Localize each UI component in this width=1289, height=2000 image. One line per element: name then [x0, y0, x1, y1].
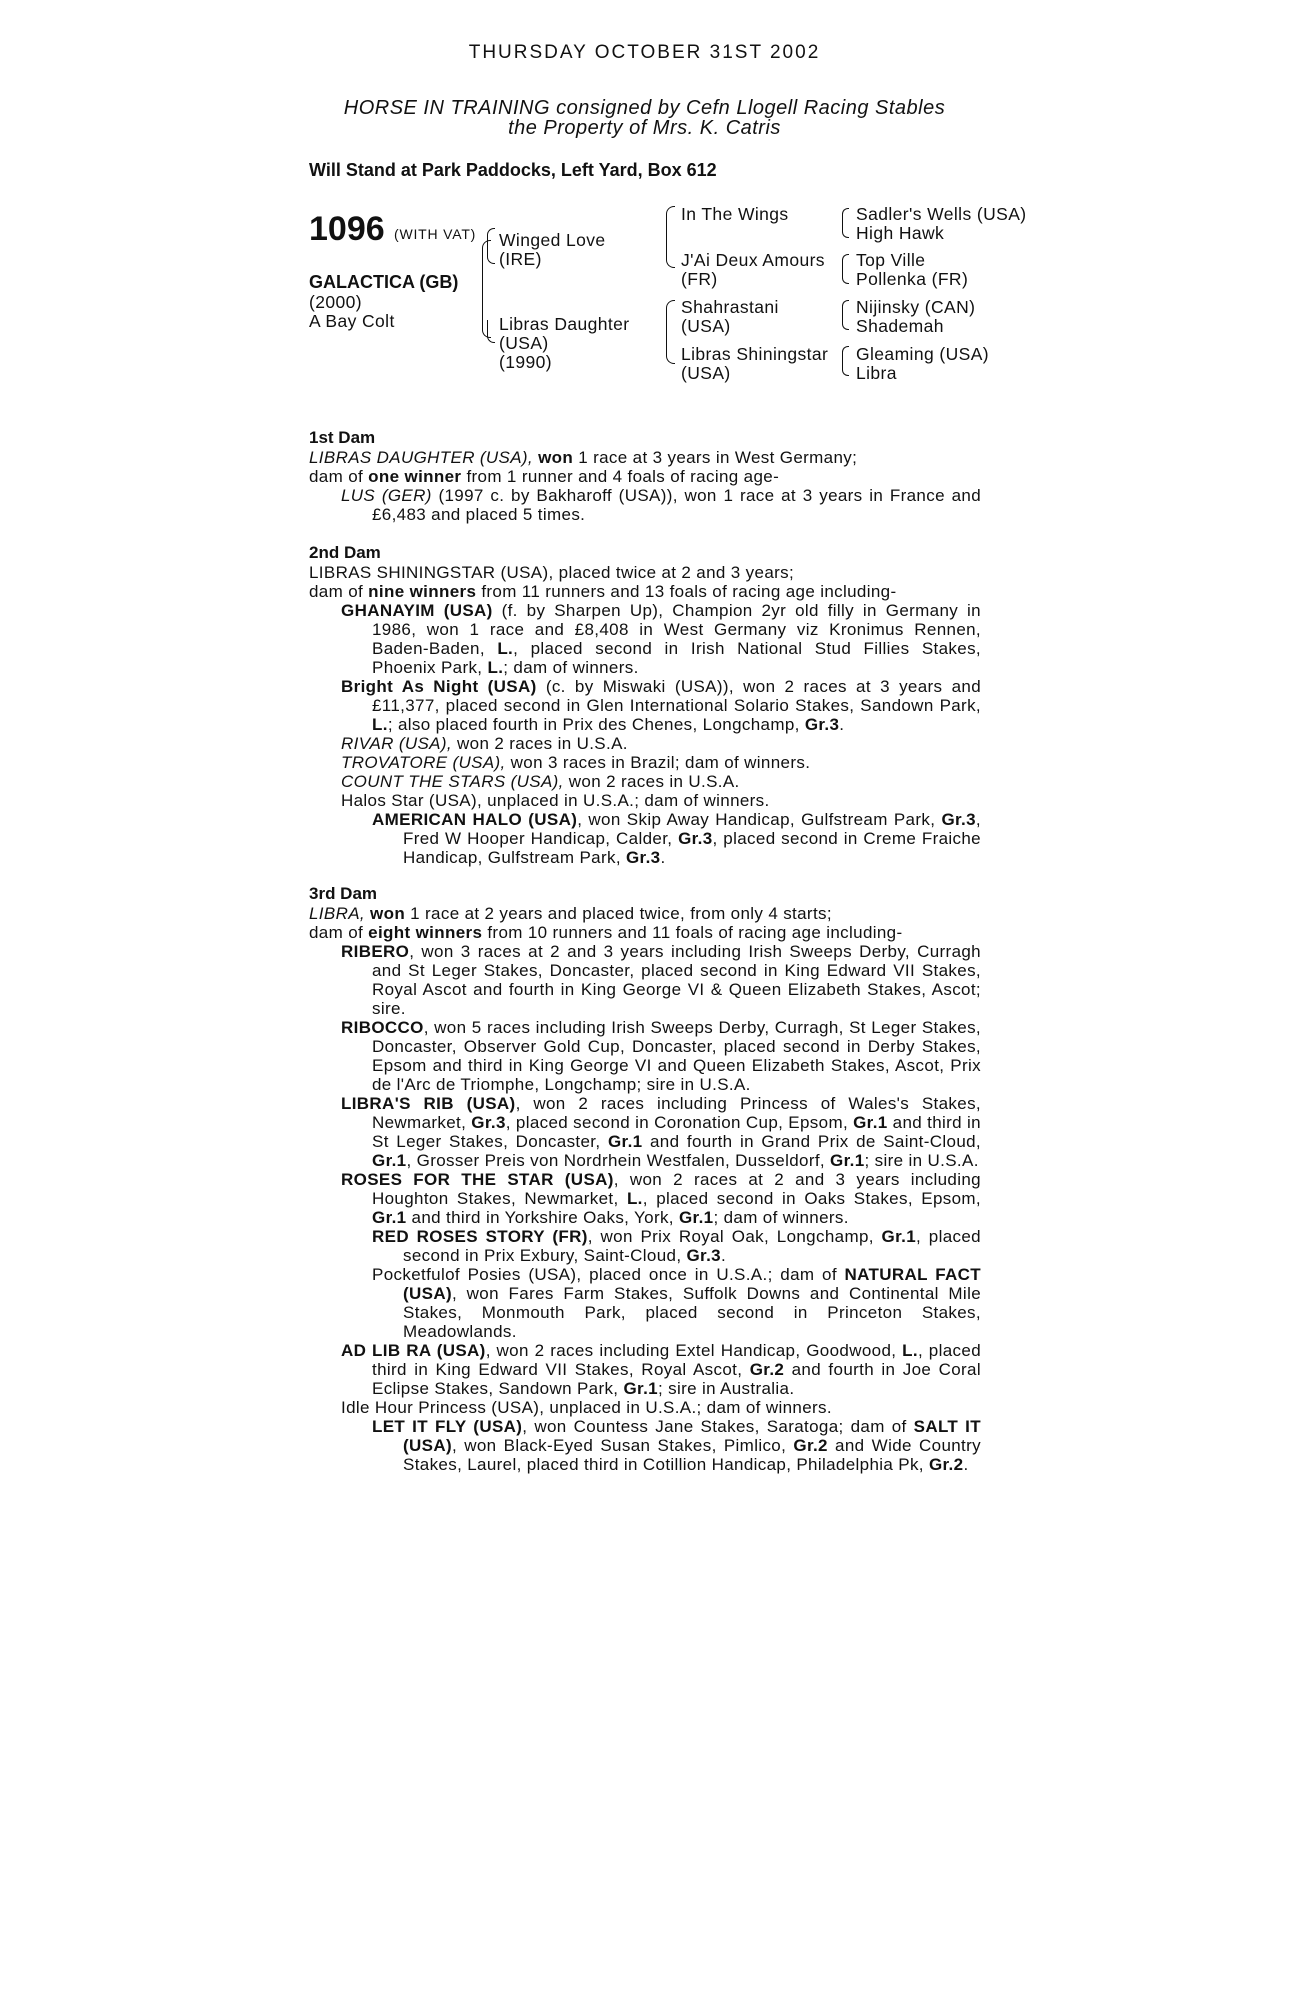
- pedigree-brace-dam: [487, 320, 495, 343]
- location-line: Will Stand at Park Paddocks, Left Yard, Box 612: [309, 160, 717, 180]
- pedigree-g3-3: Nijinsky (CAN) Shademah: [856, 297, 976, 336]
- section-heading: 1st Dam: [309, 428, 376, 447]
- pedigree-g3-2: Top Ville Pollenka (FR): [856, 250, 969, 289]
- progeny-entry: Halos Star (USA), unplaced in U.S.A.; dam of winners.: [341, 791, 770, 810]
- lot-number: 1096: [309, 210, 385, 248]
- pedigree-brace-g1: [842, 208, 849, 238]
- pedigree-g3-1: Sadler's Wells (USA) High Hawk: [856, 204, 1027, 243]
- progeny-entry: ROSES FOR THE STAR (USA), won 2 races at 2 and 3 years including Houghton Stakes, Newmarket, L., placed second in Oaks Stakes, Epsom, Gr.1 and third in Yorkshire Oaks, York, Gr.1; dam of winners.: [341, 1170, 982, 1227]
- progeny-entry: TROVATORE (USA), won 3 races in Brazil; dam of winners.: [341, 753, 811, 772]
- progeny-entry: GHANAYIM (USA) (f. by Sharpen Up), Champion 2yr old filly in Germany in 1986, won 1 race and £8,408 in West Germany viz Kronimus Rennen, Baden-Baden, L., placed second in Irish National Stud Fillies Stakes, Phoenix Park, L.; dam of winners.: [341, 601, 981, 677]
- horse-name: GALACTICA (GB): [309, 272, 459, 292]
- dam-line: LIBRA, won 1 race at 2 years and placed twice, from only 4 starts;: [309, 904, 832, 923]
- pedigree-sire-dam: J'Ai Deux Amours (FR): [681, 250, 825, 289]
- progeny-entry: COUNT THE STARS (USA), won 2 races in U.S.A.: [341, 772, 740, 791]
- pedigree-dam-dam: Libras Shiningstar (USA): [681, 344, 829, 383]
- pedigree-dam: Libras Daughter (USA) (1990): [499, 314, 630, 372]
- section-heading: 2nd Dam: [309, 543, 381, 562]
- grand-progeny-entry: LET IT FLY (USA), won Countess Jane Stakes, Saratoga; dam of SALT IT (USA), won Black-Eyed Susan Stakes, Pimlico, Gr.2 and Wide Country Stakes, Laurel, placed third in Cotillion Handicap, Philadelphia Pk, Gr.2.: [372, 1417, 981, 1474]
- pedigree-brace-g2: [842, 254, 849, 284]
- first-dam-section: [309, 428, 981, 524]
- horse-description: A Bay Colt: [309, 311, 395, 331]
- third-dam-section: [309, 884, 981, 1474]
- pedigree-brace-ds: [666, 300, 675, 364]
- dam-line: LIBRAS SHININGSTAR (USA), placed twice at 2 and 3 years;: [309, 563, 795, 582]
- pedigree-brace-g3: [842, 300, 849, 330]
- pedigree-sire: Winged Love (IRE): [499, 230, 606, 269]
- sale-date: THURSDAY OCTOBER 31ST 2002: [468, 42, 821, 63]
- progeny-entry: LUS (GER) (1997 c. by Bakharoff (USA)), won 1 race at 3 years in France and £6,483 and placed 5 times.: [341, 486, 982, 524]
- consignment-line-2: the Property of Mrs. K. Catris: [508, 117, 781, 139]
- second-dam-section: [309, 543, 981, 867]
- grand-progeny-entry: RED ROSES STORY (FR), won Prix Royal Oak, Longchamp, Gr.1, placed second in Prix Exbury, Saint-Cloud, Gr.3.: [372, 1227, 981, 1265]
- vat-label: (WITH VAT): [394, 226, 477, 242]
- dam-produce-line: dam of nine winners from 11 runners and 13 foals of racing age including-: [309, 582, 897, 601]
- pedigree-dam-sire: Shahrastani (USA): [681, 297, 779, 336]
- pedigree-sire-sire: In The Wings: [681, 204, 789, 224]
- progeny-entry: AD LIB RA (USA), won 2 races including Extel Handicap, Goodwood, L., placed third in King Edward VII Stakes, Royal Ascot, Gr.2 and fourth in Joe Coral Eclipse Stakes, Sandown Park, Gr.1; sire in Australia.: [341, 1341, 982, 1398]
- dam-produce-line: dam of eight winners from 10 runners and 11 foals of racing age including-: [309, 923, 903, 942]
- progeny-entry: RIBOCCO, won 5 races including Irish Sweeps Derby, Curragh, St Leger Stakes, Doncaster, Observer Gold Cup, Doncaster, placed second in Derby Stakes, Epsom and third in King George VI and Queen Elizabeth Stakes, Ascot, Prix de l'Arc de Triomphe, Longchamp; sire in U.S.A.: [341, 1018, 981, 1094]
- section-heading: 3rd Dam: [309, 884, 378, 903]
- progeny-entry: Idle Hour Princess (USA), unplaced in U.S.A.; dam of winners.: [341, 1398, 832, 1417]
- grand-progeny-entry: Pocketfulof Posies (USA), placed once in U.S.A.; dam of NATURAL FACT (USA), won Fares Farm Stakes, Suffolk Downs and Continental Mile Stakes, Monmouth Park, placed second in Princeton Stakes, Meadowlands.: [372, 1265, 981, 1341]
- pedigree-brace-ss: [666, 206, 675, 268]
- pedigree-g3-4: Gleaming (USA) Libra: [856, 344, 989, 383]
- progeny-entry: Bright As Night (USA) (c. by Miswaki (USA)), won 2 races at 3 years and £11,377, placed second in Glen International Solario Stakes, Sandown Park, L.; also placed fourth in Prix des Chenes, Longchamp, Gr.3.: [341, 677, 981, 734]
- progeny-entry: RIBERO, won 3 races at 2 and 3 years including Irish Sweeps Derby, Curragh and St Leger Stakes, Doncaster, placed second in King Edward VII Stakes, Royal Ascot and fourth in King George VI & Queen Elizabeth Stakes, Ascot; sire.: [341, 942, 981, 1018]
- dam-produce-line: dam of one winner from 1 runner and 4 foals of racing age-: [309, 467, 780, 486]
- grand-progeny-entry: AMERICAN HALO (USA), won Skip Away Handicap, Gulfstream Park, Gr.3, Fred W Hooper Handicap, Calder, Gr.3, placed second in Creme Fraiche Handicap, Gulfstream Park, Gr.3.: [372, 810, 981, 867]
- consignment-line-1: HORSE IN TRAINING consigned by Cefn Llogell Racing Stables: [343, 97, 946, 119]
- horse-year: (2000): [309, 292, 362, 312]
- pedigree-brace-sire: [487, 228, 495, 264]
- dam-line: LIBRAS DAUGHTER (USA), won 1 race at 3 years in West Germany;: [309, 448, 858, 467]
- progeny-entry: LIBRA'S RIB (USA), won 2 races including Princess of Wales's Stakes, Newmarket, Gr.3, placed second in Coronation Cup, Epsom, Gr.1 and third in St Leger Stakes, Doncaster, Gr.1 and fourth in Grand Prix de Saint-Cloud, Gr.1, Grosser Preis von Nordrhein Westfalen, Dusseldorf, Gr.1; sire in U.S.A.: [341, 1094, 982, 1170]
- progeny-entry: RIVAR (USA), won 2 races in U.S.A.: [341, 734, 628, 753]
- pedigree-brace-g4: [842, 346, 849, 376]
